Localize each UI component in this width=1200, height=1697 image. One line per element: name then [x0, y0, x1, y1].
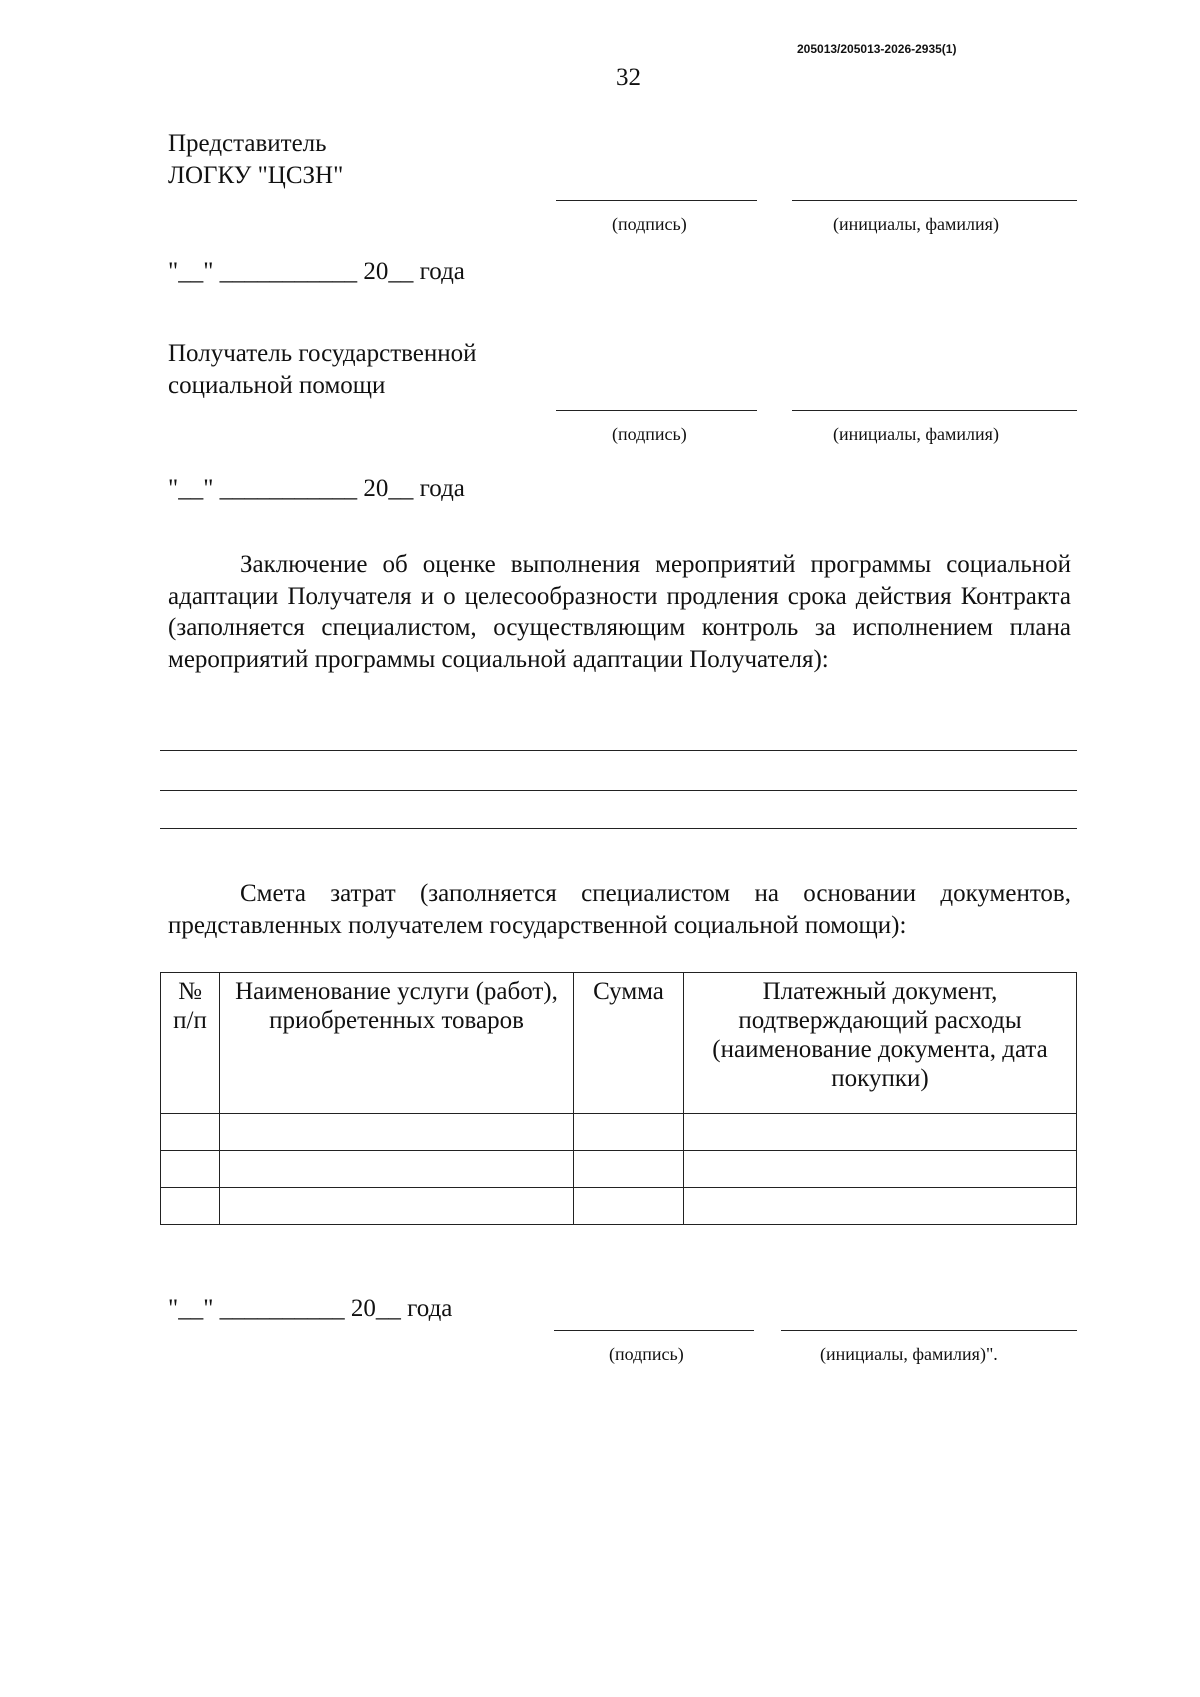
representative-org: ЛОГКУ "ЦСЗН": [168, 162, 344, 189]
name-label: (инициалы, фамилия): [833, 424, 999, 444]
column-header-document: Платежный документ, подтверждающий расходы (наименование документа, дата покупки): [684, 973, 1077, 1114]
signature-label: (подпись): [612, 214, 687, 234]
signature-line: [556, 410, 757, 411]
table-row: [161, 1188, 1077, 1225]
column-header-sum: Сумма: [574, 973, 684, 1114]
signature-line: [554, 1330, 754, 1331]
blank-line: [160, 750, 1077, 751]
estimate-paragraph: Смета затрат (заполняется специалистом на основании документов, представленных получателем государственной социальной помощи):: [168, 880, 1071, 939]
blank-line: [160, 790, 1077, 791]
estimate-table: [160, 972, 1077, 1225]
column-header-number: № п/п: [161, 973, 220, 1114]
name-line: [792, 200, 1077, 201]
signature-line: [556, 200, 757, 201]
date-field: "__" ___________ 20__ года: [168, 258, 465, 285]
recipient-title-2: социальной помощи: [168, 372, 386, 399]
recipient-title: Получатель государственной: [168, 340, 477, 367]
name-label: (инициалы, фамилия)".: [820, 1344, 998, 1364]
name-label: (инициалы, фамилия): [833, 214, 999, 234]
name-line: [781, 1330, 1077, 1331]
date-field: "__" ___________ 20__ года: [168, 475, 465, 502]
signature-label: (подпись): [609, 1344, 684, 1364]
blank-line: [160, 828, 1077, 829]
column-header-service: Наименование услуги (работ), приобретенных товаров: [220, 973, 574, 1114]
signature-label: (подпись): [612, 424, 687, 444]
document-code: 205013/205013-2026-2935(1): [797, 42, 957, 56]
name-line: [792, 410, 1077, 411]
table-row: [161, 1114, 1077, 1151]
page-number: 32: [616, 64, 641, 91]
date-field: "__" __________ 20__ года: [168, 1295, 453, 1322]
table-row: [161, 1151, 1077, 1188]
table-header-row: [161, 973, 1077, 1114]
conclusion-paragraph: Заключение об оценке выполнения мероприятий программы социальной адаптации Получателя и о целесообразности продления срока действия Контракта (заполняется специалистом, осуществляющим контроль за исполнением плана мероприятий программы социальной адаптации Получателя):: [168, 551, 1071, 673]
representative-title: Представитель: [168, 130, 327, 157]
